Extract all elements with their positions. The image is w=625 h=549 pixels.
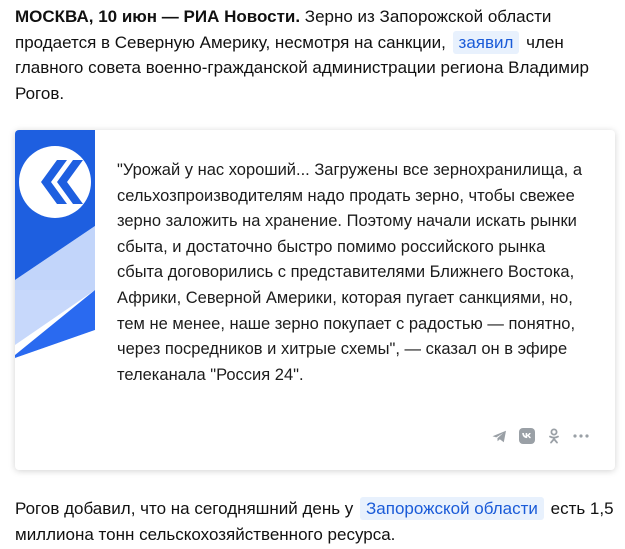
after-text-before-link: Рогов добавил, что на сегодняшний день у <box>15 499 359 518</box>
quote-text: "Урожай у нас хороший... Загружены все зернохранилища, а сельхозпроизводителям надо продать зерно, чтобы свежее зерно заложить на хранение. Поэтому начали искать рынки сбыта, и достаточно быстро помимо российского рынка сбыта договорились с представителями Ближнего Востока, Африки, Северной Америки, которая пугает санкциями, но, тем не менее, наше зерно покупает с радостью — понятно, через посредников и хитрые схемы", — сказал он в эфире телеканала "Россия 24". <box>117 161 582 384</box>
lead-text-before-link: Зерно из Запорожской области продается в Северную Америку, несмотря на санкции, <box>15 7 552 52</box>
lead-text-after-link: член главного совета военно-гражданской администрации региона Владимир Рогов. <box>15 32 589 103</box>
lead-link-zayavil[interactable]: заявил <box>453 31 520 54</box>
quote-logo-circle <box>19 146 91 218</box>
vk-icon[interactable] <box>518 428 535 445</box>
after-text-after-link: есть 1,5 миллиона тонн сельскохозяйственного ресурса. <box>15 499 614 544</box>
telegram-icon[interactable] <box>491 428 508 445</box>
odnoklassniki-icon[interactable] <box>545 428 562 445</box>
dateline: МОСКВА, 10 июн — РИА Новости. <box>15 7 301 26</box>
after-paragraph <box>15 496 615 548</box>
more-icon[interactable] <box>572 428 589 445</box>
lead-paragraph <box>15 4 615 106</box>
quote-decoration <box>15 130 95 470</box>
quote-card <box>15 130 615 470</box>
after-link-zaporozhye[interactable]: Запорожской области <box>360 497 544 520</box>
share-bar <box>491 427 589 445</box>
